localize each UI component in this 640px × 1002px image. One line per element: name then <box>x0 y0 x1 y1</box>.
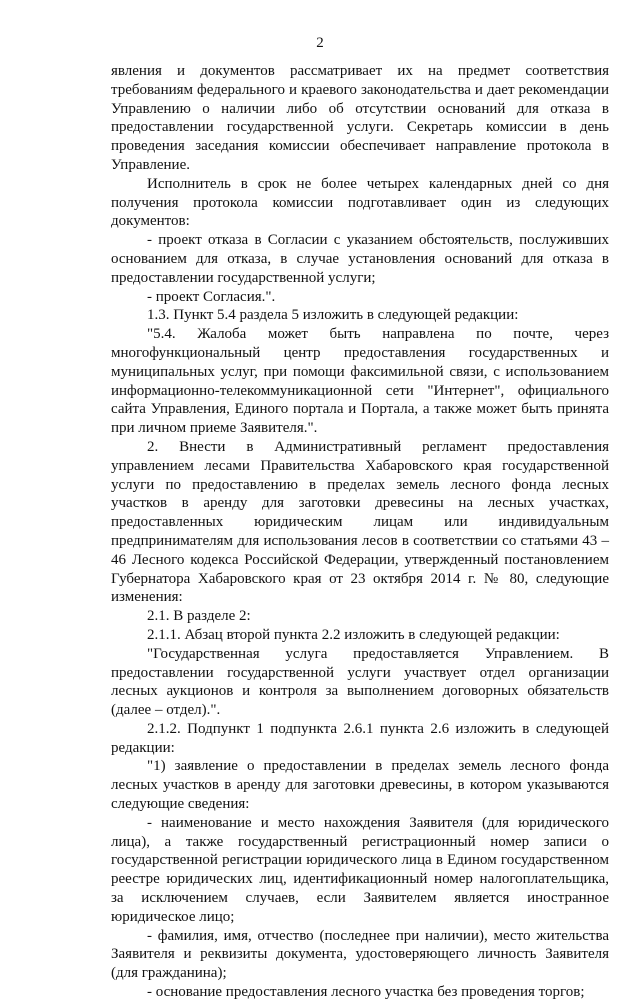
page-number: 2 <box>316 35 324 51</box>
paragraph-6: "5.4. Жалоба может быть направлена по почте, через многофункциональный центр предоставления государственных и муниципальных услуг, при помощи факсимильной связи, с использованием информационно-телекоммуникационной сети "Интернет", официального сайта Управления, Единого портала и Портала, а также может быть принята при личном приеме Заявителя.". <box>111 326 609 437</box>
paragraph-4: - проект Согласия.". <box>147 288 276 305</box>
paragraph-3: - проект отказа в Согласии с указанием обстоятельств, послуживших основанием для отказа, в случае установления оснований для отказа в предоставлении государственной услуги; <box>111 232 609 286</box>
paragraph-1: явления и документов рассматривает их на предмет соответствия требованиям федерального и краевого законодательства и дает рекомендации Управлению о наличии либо об отсутствии оснований для отказа в предоставлении государственной услуги. Секретарь комиссии в день проведения заседания комиссии обеспечивает направление протокола в Управление. <box>111 63 609 173</box>
paragraph-12: "1) заявление о предоставлении в пределах земель лесного фонда лесных участков в аренду для заготовки древесины, в котором указываются следующие сведения: <box>111 758 609 813</box>
paragraph-7: 2. Внести в Административный регламент предоставления управлением лесами Правительства Хабаровского края государственной услуги по предоставлению в пределах земель лесного фонда лесных участков в аренду для заготовки древесины на лесных участках, предоставленных юридическим лицам или индивидуальным предпринимателям для использования лесов в соответствии со статьями 43 – 46 Лесного кодекса Российской Федерации, утвержденный постановлением Губернатора Хабаровского края от 23 октября 2014 г. № 80, следующие изменения: <box>111 438 609 606</box>
paragraph-9: 2.1.1. Абзац второй пункта 2.2 изложить в следующей редакции: <box>147 626 560 643</box>
paragraph-8: 2.1. В разделе 2: <box>147 608 251 625</box>
paragraph-11: 2.1.2. Подпункт 1 подпункта 2.6.1 пункта 2.6 изложить в следующей редакции: <box>111 720 609 756</box>
paragraph-10: "Государственная услуга предоставляется Управлением. В предоставлении государственной услуги участвует отдел организации лесных аукционов и контроля за выполнением договорных обязательств (далее – отдел).". <box>111 645 609 719</box>
paragraph-13: - наименование и место нахождения Заявителя (для юридического лица), а также государственный регистрационный номер записи о государственной регистрации юридического лица в Едином государственном реестре юридических лиц, идентификационный номер налогоплательщика, за исключением случаев, если Заявителем является иностранное юридическое лицо; <box>111 814 609 925</box>
paragraph-2: Исполнитель в срок не более четырех календарных дней со дня получения протокола комиссии подготавливает один из следующих документов: <box>111 175 609 230</box>
paragraph-14: - фамилия, имя, отчество (последнее при наличии), место жительства Заявителя и реквизиты документа, удостоверяющего личность Заявителя (для гражданина); <box>111 927 609 982</box>
paragraph-5: 1.3. Пункт 5.4 раздела 5 изложить в следующей редакции: <box>147 307 519 324</box>
paragraph-15: - основание предоставления лесного участка без проведения торгов; <box>147 984 585 1001</box>
document-body <box>111 62 609 1002</box>
